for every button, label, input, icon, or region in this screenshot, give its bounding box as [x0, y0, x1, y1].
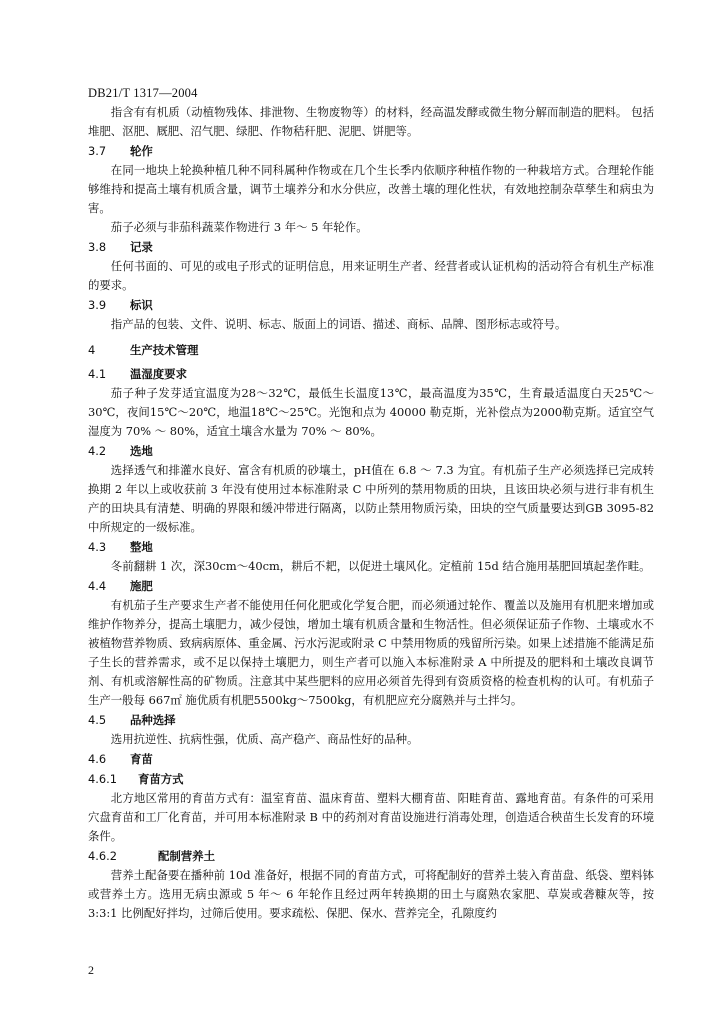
section-heading: [88, 537, 654, 557]
paragraph: 选择透气和排灌水良好、富含有机质的砂壤土，pH值在 6.8 ～ 7.3 为宜。有机茄子生产必须选择已完成转换期 2 年以上或收获前 3 年没有使用过本标准附录 C 中所列的禁用物质的田块，且该田块必须与进行非有机生产的田块具有清楚、明确的界限和缓冲带进行隔离，以防止禁用物质污染，田块的空气质量要达到GB 3095-82中所规定的一级标准。: [88, 463, 654, 534]
section-title: 育苗方式: [138, 772, 184, 786]
paragraph: 指含有有机质（动植物残体、排泄物、生物废物等）的材料，经高温发酵或微生物分解而制造的肥料。 包括堆肥、沤肥、厩肥、沼气肥、绿肥、作物秸秆肥、泥肥、饼肥等。: [88, 105, 654, 138]
section-number: 4.6.1: [88, 772, 117, 786]
paragraph: 茄子种子发芽适宜温度为28～32℃，最低生长温度13℃，最高温度为35℃，生育最适温度白天25℃～30℃，夜间15℃～20℃，地温18℃～25℃。光饱和点为 40000 勒克斯，光补偿点为2000勒克斯。适宜空气湿度为 70% ～ 80%，适宜土壤含水量为 70% ～ 80%。: [88, 386, 654, 438]
section-number: 4.6: [88, 752, 107, 766]
section-heading: [88, 364, 654, 384]
section-title: 选地: [130, 444, 153, 458]
section-number: 3.9: [88, 298, 107, 312]
section-title: 轮作: [130, 144, 153, 158]
paragraph: 指产品的包装、文件、说明、标志、版面上的词语、描述、商标、品牌、图形标志或符号。: [110, 317, 567, 331]
section-title: 配制营养土: [158, 849, 215, 863]
section-title: 整地: [130, 540, 153, 554]
paragraph: 茄子必须与非茄科蔬菜作物进行 3 年～ 5 年轮作。: [110, 220, 368, 234]
section-heading: [88, 846, 654, 866]
section-title: 施肥: [130, 579, 153, 593]
section-heading: [88, 441, 654, 461]
section-number: 4.5: [88, 713, 107, 727]
paragraph: 营养土配备要在播种前 10d 准备好，根据不同的育苗方式，可将配制好的营养土装入育苗盘、纸袋、塑料钵或营养土方。选用无病虫源或 5 年～ 6 年轮作且经过两年转换期的田土与腐熟农家肥、草炭或砻糠灰等，按 3:3:1 比例配好拌均，过筛后使用。要求疏松、保肥、保水、营养完全，孔隙度约: [88, 868, 654, 920]
paragraph: 在同一地块上轮换种植几种不同科属种作物或在几个生长季内依顺序种植作物的一种栽培方式。合理轮作能够维持和提高土壤有机质含量，调节土壤养分和水分供应，改善土壤的理化性状，有效地控制杂草孳生和病虫为害。: [88, 163, 654, 215]
section-number: 4.4: [88, 579, 107, 593]
section-heading: [88, 769, 654, 789]
section-title: 品种选择: [130, 713, 176, 727]
section-number: 4.6.2: [88, 849, 117, 863]
section-number: 4.3: [88, 540, 107, 554]
section-number: 4: [88, 343, 96, 357]
paragraph: 选用抗逆性、抗病性强，优质、高产稳产、商品性好的品种。: [110, 732, 419, 746]
paragraph: 任何书面的、可见的或电子形式的证明信息，用来证明生产者、经营者或认证机构的活动符合有机生产标准的要求。: [88, 259, 654, 292]
section-heading: [88, 237, 654, 257]
section-title: 育苗: [130, 752, 153, 766]
section-title: 温湿度要求: [130, 367, 187, 381]
section-title: 生产技术管理: [130, 343, 199, 357]
section-heading: [88, 141, 654, 161]
section-title: 标识: [130, 298, 153, 312]
section-heading: [88, 749, 654, 769]
section-number: 3.8: [88, 240, 107, 254]
paragraph: 冬前翻耕 1 次，深30cm～40cm，耕后不耙，以促进土壤风化。定植前 15d 结合施用基肥回填起垄作畦。: [110, 559, 651, 573]
section-number: 3.7: [88, 144, 107, 158]
section-heading: [88, 295, 654, 315]
page-number: 2: [88, 963, 94, 977]
document-body: [88, 103, 654, 923]
paragraph: 有机茄子生产要求生产者不能使用任何化肥或化学复合肥，而必须通过轮作、覆盖以及施用有机肥来增加或维护作物养分，提高土壤肥力，减少侵蚀，增加土壤有机质含量和生物活性。但必须保证茄子作物、土壤或水不被植物营养物质、致病病原体、重金属、污水污泥或附录 C 中禁用物质的残留所污染。如果上述措施不能满足茄子生长的营养需求，或不足以保持土壤肥力，则生产者可以施入本标准附录 A 中所提及的肥料和土壤改良调节剂、有机或溶解性高的矿物质。注意其中某些肥料的应用必须首先得到有资质资格的检查机构的认可。有机茄子生产一般每 667㎡ 施优质有机肥5500kg～7500kg，有机肥应充分腐熟并与土拌匀。: [88, 598, 654, 707]
section-heading: [88, 710, 654, 730]
section-heading: [88, 340, 654, 360]
section-title: 记录: [130, 240, 153, 254]
section-number: 4.2: [88, 444, 107, 458]
section-heading: [88, 576, 654, 596]
paragraph: 北方地区常用的育苗方式有：温室育苗、温床育苗、塑料大棚育苗、阳畦育苗、露地育苗。有条件的可采用穴盘育苗和工厂化育苗，并可用本标准附录 B 中的药剂对育苗设施进行消毒处理，创造适合秧苗生长发育的环境条件。: [88, 791, 654, 843]
document-code: DB21/T 1317—2004: [88, 86, 198, 100]
section-number: 4.1: [88, 367, 107, 381]
